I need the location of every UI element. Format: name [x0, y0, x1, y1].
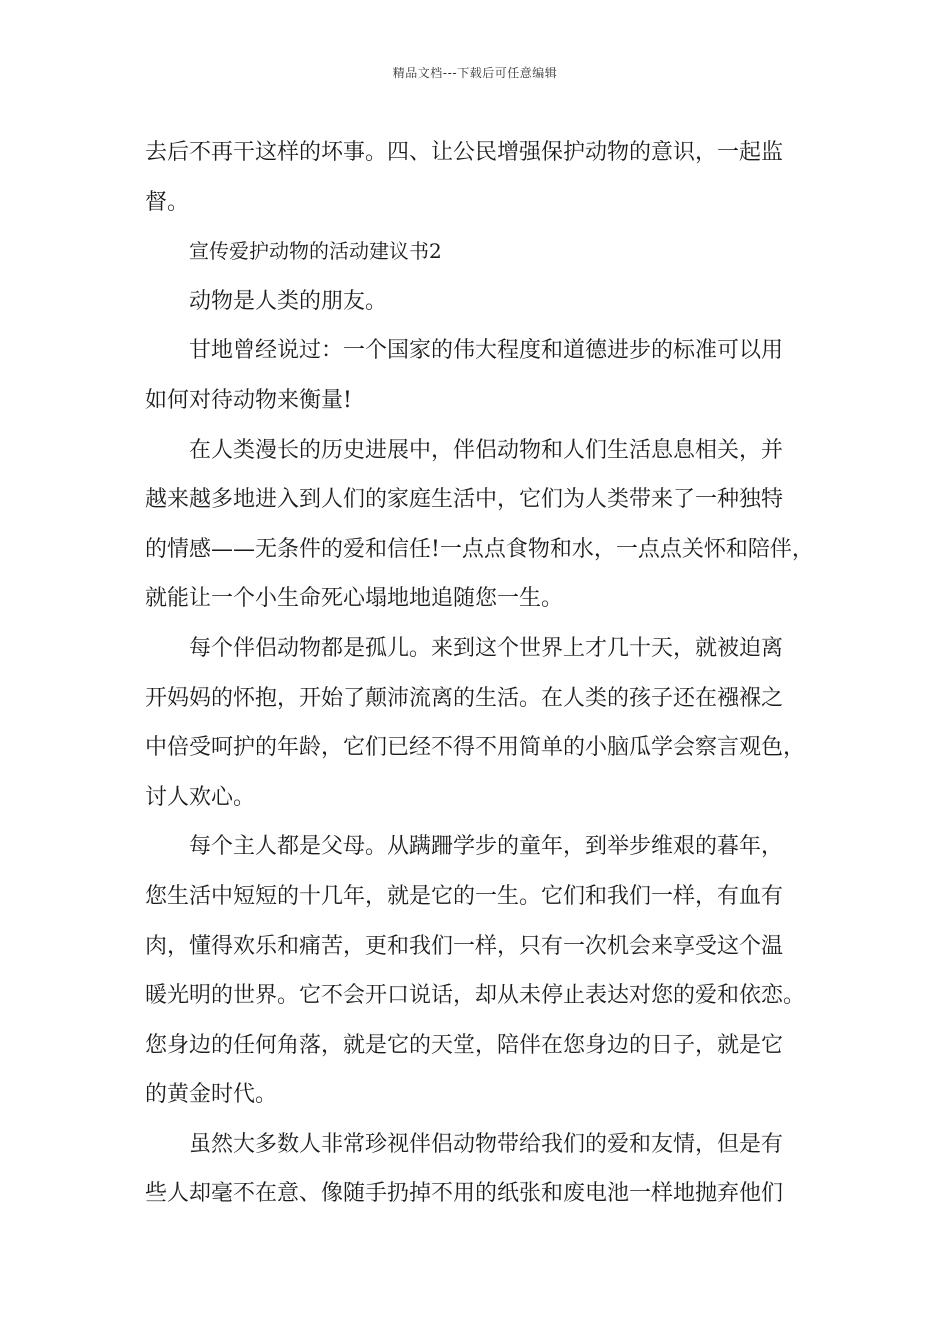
text-line: 中倍受呵护的年龄，它们已经不得不用简单的小脑瓜学会察言观色， — [145, 735, 806, 761]
text-line: 肉，懂得欢乐和痛苦，更和我们一样，只有一次机会来享受这个温 — [145, 933, 784, 959]
text-line: 每个伴侣动物都是孤儿。来到这个世界上才几十天，就被迫离 — [189, 635, 784, 661]
text-line: 动物是人类的朋友。 — [189, 288, 388, 314]
page-header: 精品文档---下载后可任意编辑 — [392, 66, 558, 80]
text-line: 暖光明的世界。它不会开口说话，却从未停止表达对您的爱和依恋。 — [145, 983, 806, 1009]
text-line: 越来越多地进入到人们的家庭生活中，它们为人类带来了一种独特 — [145, 487, 784, 513]
text-line: 些人却毫不在意、像随手扔掉不用的纸张和废电池一样地抛弃他们 — [145, 1181, 784, 1207]
text-line: 的黄金时代。 — [145, 1082, 278, 1108]
section-title: 宣传爱护动物的活动建议书2 — [189, 239, 442, 264]
text-line: 在人类漫长的历史进展中，伴侣动物和人们生活息息相关，并 — [189, 437, 784, 463]
text-line: 就能让一个小生命死心塌地地追随您一生。 — [145, 586, 564, 612]
text-line: 如何对待动物来衡量! — [145, 387, 352, 413]
text-line: 去后不再干这样的坏事。四、让公民增强保护动物的意识，一起监 — [145, 140, 784, 165]
text-line: 督。 — [145, 189, 190, 215]
text-line: 每个主人都是父母。从蹒跚学步的童年，到举步维艰的暮年， — [189, 834, 784, 860]
text-line: 开妈妈的怀抱，开始了颠沛流离的生活。在人类的孩子还在襁褓之 — [145, 685, 784, 711]
text-line: 您生活中短短的十几年，就是它的一生。它们和我们一样，有血有 — [145, 883, 784, 909]
text-line: 虽然大多数人非常珍视伴侣动物带给我们的爱和友情，但是有 — [189, 1131, 784, 1157]
text-line: 您身边的任何角落，就是它的天堂，陪伴在您身边的日子，就是它 — [145, 1032, 784, 1058]
text-line: 甘地曾经说过：一个国家的伟大程度和道德进步的标准可以用 — [189, 338, 784, 364]
text-line: 的情感——无条件的爱和信任!一点点食物和水，一点点关怀和陪伴， — [145, 536, 814, 562]
document-body — [145, 128, 814, 1219]
text-line: 讨人欢心。 — [145, 784, 256, 810]
